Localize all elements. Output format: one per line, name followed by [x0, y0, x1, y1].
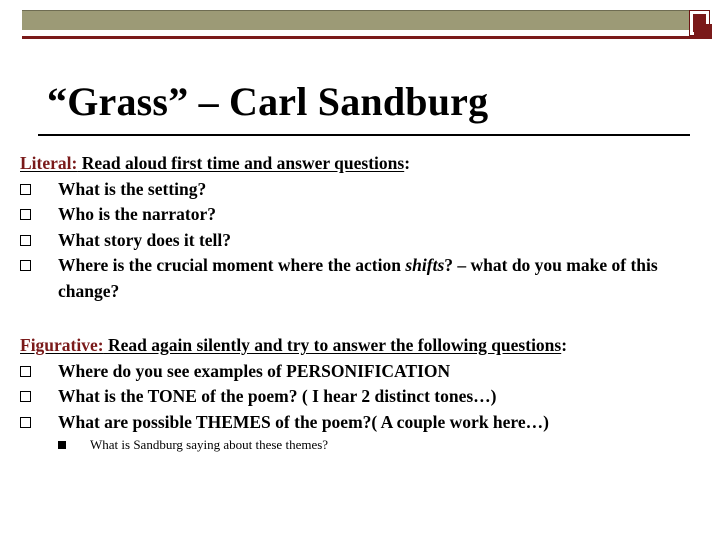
- figurative-heading-text: Read again silently and try to answer the following questions: [103, 335, 562, 355]
- checkbox-bullet-icon: [20, 366, 31, 377]
- header-decoration: [22, 10, 712, 38]
- figurative-section: [20, 333, 710, 455]
- header-rule: [22, 36, 712, 39]
- square-bullet-icon: [58, 441, 66, 449]
- checkbox-bullet-icon: [20, 417, 31, 428]
- list-item: What is the setting?: [20, 177, 710, 203]
- list-item: Who is the narrator?: [20, 202, 710, 228]
- list-item: What are possible THEMES of the poem?( A couple work here…): [20, 410, 710, 436]
- literal-heading-text: Read aloud first time and answer questions: [77, 153, 405, 173]
- literal-label: Literal:: [20, 153, 78, 173]
- slide-title: “Grass” – Carl Sandburg: [47, 79, 489, 124]
- list-item: What story does it tell?: [20, 228, 710, 254]
- checkbox-bullet-icon: [20, 235, 31, 246]
- header-bar: [22, 10, 690, 30]
- list-item: What is the TONE of the poem? ( I hear 2 distinct tones…): [20, 384, 710, 410]
- list-item: Where is the crucial moment where the action shifts? – what do you make of this change?: [20, 253, 710, 304]
- emphasis-shifts: shifts: [405, 255, 445, 275]
- literal-section: [20, 151, 710, 304]
- figurative-heading: Figurative: Read again silently and try to answer the following questions:: [20, 335, 568, 355]
- figurative-label: Figurative:: [20, 335, 104, 355]
- checkbox-bullet-icon: [20, 391, 31, 402]
- list-item: Where do you see examples of PERSONIFICATION: [20, 359, 710, 385]
- title-underline: [38, 134, 690, 136]
- checkbox-bullet-icon: [20, 184, 31, 195]
- checkbox-bullet-icon: [20, 260, 31, 271]
- header-corner-block: [694, 24, 712, 36]
- checkbox-bullet-icon: [20, 209, 31, 220]
- literal-heading: Literal: Read aloud first time and answer questions:: [20, 153, 411, 173]
- sub-list-item: What is Sandburg saying about these themes?: [20, 435, 710, 455]
